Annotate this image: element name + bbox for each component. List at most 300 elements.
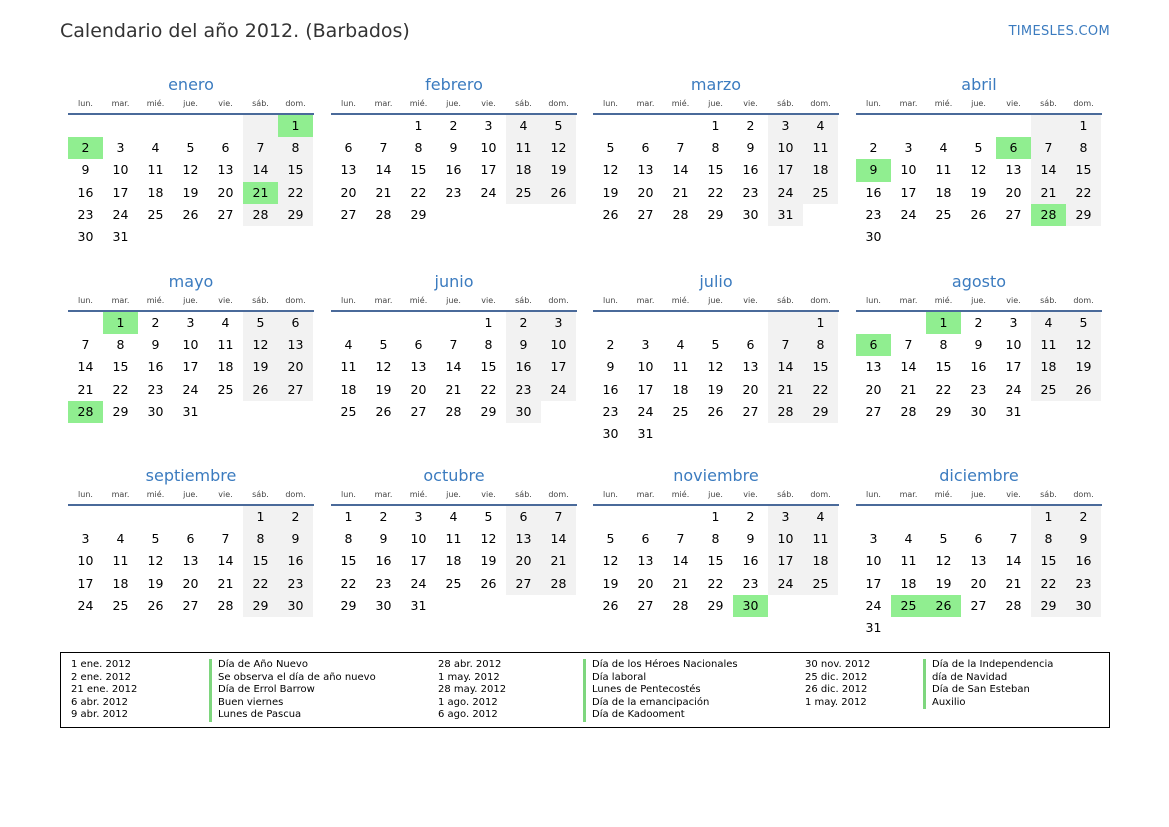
day-cell: 16 bbox=[375, 553, 392, 569]
empty-cell bbox=[243, 115, 278, 137]
month-marzo bbox=[593, 74, 839, 226]
week-row bbox=[856, 528, 1102, 550]
day-cell: 31 bbox=[1005, 403, 1022, 419]
day-cell: 19 bbox=[147, 575, 164, 591]
weekday-label: dom. bbox=[1073, 490, 1094, 499]
week-row bbox=[593, 137, 839, 159]
day-cell: 10 bbox=[768, 137, 803, 159]
week-row bbox=[856, 550, 1102, 572]
day-cell: 22 bbox=[340, 575, 357, 591]
week-row bbox=[331, 573, 577, 595]
day-cell: 2 bbox=[606, 337, 615, 353]
week-row bbox=[856, 312, 1102, 334]
day-cell: 15 bbox=[707, 553, 724, 569]
empty-cell bbox=[243, 401, 278, 423]
weekday-label: jue. bbox=[971, 99, 986, 108]
day-cell: 30 bbox=[970, 403, 987, 419]
day-cell: 19 bbox=[243, 356, 278, 378]
day-cell: 23 bbox=[506, 379, 541, 401]
empty-cell bbox=[628, 312, 663, 334]
day-cell: 16 bbox=[445, 162, 462, 178]
day-cell: 2 bbox=[746, 509, 755, 524]
empty-cell bbox=[593, 312, 628, 334]
day-cell: 8 bbox=[116, 337, 125, 353]
weekday-label: sáb. bbox=[777, 490, 794, 499]
week-row bbox=[331, 204, 577, 226]
day-cell: 23 bbox=[445, 184, 462, 200]
day-cell: 5 bbox=[606, 140, 615, 156]
day-cell: 8 bbox=[711, 140, 720, 156]
day-cell: 4 bbox=[1031, 312, 1066, 334]
day-cell: 28 bbox=[672, 597, 689, 613]
day-cell: 23 bbox=[375, 575, 392, 591]
day-cell: 13 bbox=[340, 162, 357, 178]
day-cell: 2 bbox=[974, 315, 983, 330]
day-cell: 2 bbox=[151, 315, 160, 330]
day-cell: 12 bbox=[602, 162, 619, 178]
weekday-label: mar. bbox=[111, 99, 130, 108]
day-cell: 7 bbox=[81, 337, 90, 353]
day-cell: 17 bbox=[900, 184, 917, 200]
month-name: diciembre bbox=[939, 466, 1019, 485]
day-cell: 3 bbox=[484, 118, 493, 133]
day-cell: 13 bbox=[970, 553, 987, 569]
day-cell: 29 bbox=[1031, 595, 1066, 617]
day-cell: 5 bbox=[939, 531, 948, 547]
day-cell: 17 bbox=[768, 550, 803, 572]
day-cell: 26 bbox=[707, 403, 724, 419]
week-row bbox=[68, 595, 314, 617]
day-cell: 27 bbox=[865, 403, 882, 419]
day-cell: 23 bbox=[865, 206, 882, 222]
weekday-label: jue. bbox=[708, 296, 723, 305]
month-diciembre bbox=[856, 465, 1102, 639]
day-cell: 9 bbox=[379, 531, 388, 547]
day-cell: 19 bbox=[602, 575, 619, 591]
week-row bbox=[593, 401, 839, 423]
legend-date: 2 ene. 2012 bbox=[71, 671, 131, 683]
day-cell: 20 bbox=[637, 184, 654, 200]
week-row bbox=[856, 182, 1102, 204]
day-cell: 27 bbox=[182, 597, 199, 613]
day-cell: 7 bbox=[1009, 531, 1018, 547]
empty-cell bbox=[138, 226, 173, 248]
weekday-label: sáb. bbox=[1040, 490, 1057, 499]
empty-cell bbox=[926, 115, 961, 137]
weekday-label: dom. bbox=[548, 296, 569, 305]
day-cell: 28 bbox=[541, 573, 576, 595]
week-row bbox=[593, 550, 839, 572]
week-row bbox=[856, 595, 1102, 617]
weekday-label: sáb. bbox=[252, 296, 269, 305]
empty-cell bbox=[208, 401, 243, 423]
day-cell: 14 bbox=[672, 553, 689, 569]
weekday-label: mié. bbox=[146, 99, 165, 108]
day-cell: 9 bbox=[1066, 528, 1101, 550]
week-row bbox=[68, 550, 314, 572]
day-cell: 5 bbox=[243, 312, 278, 334]
day-cell: 29 bbox=[278, 204, 313, 226]
day-cell: 7 bbox=[676, 531, 685, 547]
day-cell: 26 bbox=[182, 206, 199, 222]
day-cell: 31 bbox=[768, 204, 803, 226]
weekday-label: dom. bbox=[285, 99, 306, 108]
day-cell: 16 bbox=[278, 550, 313, 572]
weekday-label: mié. bbox=[146, 490, 165, 499]
day-cell: 30 bbox=[865, 228, 882, 244]
day-cell: 13 bbox=[217, 162, 234, 178]
day-cell: 23 bbox=[278, 573, 313, 595]
holiday-day-cell: 1 bbox=[103, 312, 138, 334]
day-cell: 20 bbox=[506, 550, 541, 572]
empty-cell bbox=[436, 595, 471, 617]
empty-cell bbox=[663, 423, 698, 445]
day-cell: 1 bbox=[711, 509, 720, 524]
day-cell: 21 bbox=[77, 381, 94, 397]
day-cell: 26 bbox=[480, 575, 497, 591]
day-cell: 24 bbox=[865, 597, 882, 613]
day-cell: 30 bbox=[742, 206, 759, 222]
day-cell: 17 bbox=[541, 356, 576, 378]
day-cell: 8 bbox=[939, 337, 948, 353]
weekday-label: lun. bbox=[866, 99, 881, 108]
empty-cell bbox=[926, 226, 961, 248]
day-cell: 13 bbox=[1005, 162, 1022, 178]
legend-date: 28 abr. 2012 bbox=[438, 659, 502, 670]
day-cell: 2 bbox=[278, 506, 313, 528]
day-cell: 21 bbox=[375, 184, 392, 200]
day-cell: 15 bbox=[803, 356, 838, 378]
day-cell: 5 bbox=[711, 337, 720, 353]
empty-cell bbox=[891, 312, 926, 334]
weekday-label: dom. bbox=[1073, 99, 1094, 108]
day-cell: 21 bbox=[1005, 575, 1022, 591]
day-cell: 10 bbox=[865, 553, 882, 569]
day-cell: 11 bbox=[935, 162, 952, 178]
weekday-label: mié. bbox=[409, 490, 428, 499]
weekday-label: vie. bbox=[481, 490, 496, 499]
empty-cell bbox=[663, 312, 698, 334]
empty-cell bbox=[926, 617, 961, 639]
legend-date: 6 ago. 2012 bbox=[438, 709, 498, 721]
holiday-day-cell: 6 bbox=[856, 334, 891, 356]
legend-date: 25 dic. 2012 bbox=[805, 671, 868, 683]
day-cell: 15 bbox=[243, 550, 278, 572]
legend-date: 1 may. 2012 bbox=[438, 671, 500, 683]
day-cell: 10 bbox=[1005, 337, 1022, 353]
holiday-day-cell: 30 bbox=[733, 595, 768, 617]
day-cell: 18 bbox=[112, 575, 129, 591]
day-cell: 3 bbox=[116, 140, 125, 156]
empty-cell bbox=[278, 226, 313, 248]
empty-cell bbox=[541, 595, 576, 617]
day-cell: 25 bbox=[445, 575, 462, 591]
day-cell: 12 bbox=[182, 162, 199, 178]
day-cell: 19 bbox=[480, 553, 497, 569]
week-row bbox=[68, 159, 314, 181]
day-cell: 1 bbox=[1066, 115, 1101, 137]
day-cell: 27 bbox=[217, 206, 234, 222]
weekday-label: vie. bbox=[1006, 296, 1021, 305]
day-cell: 24 bbox=[182, 381, 199, 397]
day-cell: 22 bbox=[278, 182, 313, 204]
day-cell: 23 bbox=[970, 381, 987, 397]
weekday-label: mar. bbox=[374, 490, 393, 499]
day-cell: 9 bbox=[81, 162, 90, 178]
empty-cell bbox=[961, 115, 996, 137]
day-cell: 8 bbox=[711, 531, 720, 547]
weekday-label: sáb. bbox=[515, 99, 532, 108]
day-cell: 27 bbox=[410, 403, 427, 419]
empty-cell bbox=[768, 423, 803, 445]
weekday-label: mar. bbox=[636, 99, 655, 108]
weekday-label: dom. bbox=[1073, 296, 1094, 305]
weekday-label: sáb. bbox=[252, 490, 269, 499]
day-cell: 20 bbox=[182, 575, 199, 591]
holiday-day-cell: 25 bbox=[891, 595, 926, 617]
week-row bbox=[68, 182, 314, 204]
day-cell: 11 bbox=[340, 359, 357, 375]
empty-cell bbox=[996, 226, 1031, 248]
day-cell: 14 bbox=[217, 553, 234, 569]
weekday-label: mar. bbox=[374, 99, 393, 108]
day-cell: 16 bbox=[865, 184, 882, 200]
holiday-day-cell: 1 bbox=[926, 312, 961, 334]
day-cell: 24 bbox=[480, 184, 497, 200]
day-cell: 30 bbox=[1066, 595, 1101, 617]
day-cell: 20 bbox=[865, 381, 882, 397]
day-cell: 13 bbox=[865, 359, 882, 375]
day-cell: 17 bbox=[768, 159, 803, 181]
day-cell: 6 bbox=[221, 140, 230, 156]
day-cell: 18 bbox=[445, 553, 462, 569]
day-cell: 27 bbox=[1005, 206, 1022, 222]
month-name: enero bbox=[168, 75, 214, 94]
week-row bbox=[331, 115, 577, 137]
day-cell: 9 bbox=[746, 140, 755, 156]
weekday-header bbox=[856, 488, 1102, 506]
week-row bbox=[593, 204, 839, 226]
holiday-day-cell: 6 bbox=[996, 137, 1031, 159]
legend-holiday-name: Día de San Esteban bbox=[923, 684, 1030, 697]
weekday-label: sáb. bbox=[1040, 99, 1057, 108]
empty-cell bbox=[436, 204, 471, 226]
day-cell: 11 bbox=[803, 528, 838, 550]
day-cell: 13 bbox=[506, 528, 541, 550]
empty-cell bbox=[208, 226, 243, 248]
day-cell: 13 bbox=[410, 359, 427, 375]
weekday-header bbox=[331, 97, 577, 115]
week-row bbox=[856, 159, 1102, 181]
legend-holiday-name: Día de Errol Barrow bbox=[209, 684, 315, 697]
day-cell: 18 bbox=[803, 159, 838, 181]
week-row bbox=[593, 334, 839, 356]
weekday-label: vie. bbox=[481, 99, 496, 108]
empty-cell bbox=[331, 312, 366, 334]
day-cell: 10 bbox=[541, 334, 576, 356]
day-cell: 21 bbox=[217, 575, 234, 591]
empty-cell bbox=[996, 617, 1031, 639]
day-cell: 25 bbox=[1031, 379, 1066, 401]
day-cell: 8 bbox=[1066, 137, 1101, 159]
day-cell: 8 bbox=[1031, 528, 1066, 550]
day-cell: 30 bbox=[77, 228, 94, 244]
month-name: junio bbox=[434, 272, 474, 291]
empty-cell bbox=[278, 401, 313, 423]
day-cell: 29 bbox=[803, 401, 838, 423]
weekday-label: dom. bbox=[285, 490, 306, 499]
empty-cell bbox=[506, 595, 541, 617]
day-cell: 10 bbox=[182, 337, 199, 353]
month-name: julio bbox=[699, 272, 733, 291]
day-cell: 25 bbox=[803, 182, 838, 204]
legend-holiday-name: Día de los Héroes Nacionales bbox=[583, 659, 738, 672]
day-cell: 9 bbox=[151, 337, 160, 353]
day-cell: 2 bbox=[1066, 506, 1101, 528]
week-row bbox=[593, 115, 839, 137]
weekday-header bbox=[68, 294, 314, 312]
day-cell: 26 bbox=[1066, 379, 1101, 401]
day-cell: 3 bbox=[414, 509, 423, 524]
day-cell: 12 bbox=[375, 359, 392, 375]
day-cell: 3 bbox=[869, 531, 878, 547]
day-cell: 23 bbox=[602, 403, 619, 419]
day-cell: 11 bbox=[803, 137, 838, 159]
empty-cell bbox=[366, 115, 401, 137]
day-cell: 21 bbox=[672, 184, 689, 200]
day-cell: 16 bbox=[742, 553, 759, 569]
day-cell: 12 bbox=[480, 531, 497, 547]
day-cell: 22 bbox=[1031, 573, 1066, 595]
day-cell: 9 bbox=[606, 359, 615, 375]
legend-holiday-name: Se observa el día de año nuevo bbox=[209, 672, 376, 685]
day-cell: 17 bbox=[1005, 359, 1022, 375]
day-cell: 24 bbox=[900, 206, 917, 222]
month-name: octubre bbox=[423, 466, 485, 485]
empty-cell bbox=[138, 506, 173, 528]
empty-cell bbox=[593, 506, 628, 528]
day-cell: 17 bbox=[637, 381, 654, 397]
weekday-label: lun. bbox=[78, 296, 93, 305]
day-cell: 11 bbox=[900, 553, 917, 569]
day-cell: 15 bbox=[707, 162, 724, 178]
day-cell: 11 bbox=[506, 137, 541, 159]
day-cell: 19 bbox=[182, 184, 199, 200]
weekday-header bbox=[856, 97, 1102, 115]
holiday-day-cell: 28 bbox=[68, 401, 103, 423]
week-row bbox=[68, 226, 314, 248]
legend-holiday-name: Buen viernes bbox=[209, 697, 283, 710]
day-cell: 16 bbox=[506, 356, 541, 378]
holiday-day-cell: 21 bbox=[243, 182, 278, 204]
day-cell: 3 bbox=[1009, 315, 1018, 330]
day-cell: 22 bbox=[803, 379, 838, 401]
day-cell: 6 bbox=[344, 140, 353, 156]
month-name: abril bbox=[961, 75, 997, 94]
day-cell: 8 bbox=[484, 337, 493, 353]
day-cell: 24 bbox=[77, 597, 94, 613]
day-cell: 17 bbox=[865, 575, 882, 591]
weekday-header bbox=[68, 97, 314, 115]
day-cell: 8 bbox=[803, 334, 838, 356]
day-cell: 4 bbox=[904, 531, 913, 547]
day-cell: 5 bbox=[541, 115, 576, 137]
day-cell: 23 bbox=[77, 206, 94, 222]
day-cell: 28 bbox=[445, 403, 462, 419]
holiday-day-cell: 2 bbox=[68, 137, 103, 159]
day-cell: 28 bbox=[375, 206, 392, 222]
day-cell: 19 bbox=[541, 159, 576, 181]
brand-link[interactable]: TIMESLES.COM bbox=[1008, 24, 1110, 39]
day-cell: 22 bbox=[112, 381, 129, 397]
empty-cell bbox=[331, 115, 366, 137]
week-row bbox=[593, 423, 839, 445]
day-cell: 26 bbox=[375, 403, 392, 419]
weekday-header bbox=[856, 294, 1102, 312]
holiday-day-cell: 26 bbox=[926, 595, 961, 617]
empty-cell bbox=[698, 423, 733, 445]
day-cell: 7 bbox=[379, 140, 388, 156]
day-cell: 17 bbox=[112, 184, 129, 200]
weekday-label: dom. bbox=[548, 99, 569, 108]
weekday-label: vie. bbox=[743, 99, 758, 108]
day-cell: 21 bbox=[445, 381, 462, 397]
day-cell: 14 bbox=[1031, 159, 1066, 181]
week-row bbox=[68, 401, 314, 423]
day-cell: 14 bbox=[900, 359, 917, 375]
week-row bbox=[331, 312, 577, 334]
day-cell: 6 bbox=[506, 506, 541, 528]
legend-date: 28 may. 2012 bbox=[438, 684, 507, 696]
empty-cell bbox=[926, 506, 961, 528]
empty-cell bbox=[541, 401, 576, 423]
empty-cell bbox=[996, 506, 1031, 528]
weekday-header bbox=[593, 488, 839, 506]
day-cell: 5 bbox=[1066, 312, 1101, 334]
day-cell: 27 bbox=[970, 597, 987, 613]
weekday-label: lun. bbox=[78, 99, 93, 108]
day-cell: 5 bbox=[379, 337, 388, 353]
day-cell: 20 bbox=[1005, 184, 1022, 200]
day-cell: 29 bbox=[480, 403, 497, 419]
day-cell: 24 bbox=[768, 182, 803, 204]
weekday-label: mié. bbox=[934, 490, 953, 499]
day-cell: 28 bbox=[217, 597, 234, 613]
day-cell: 1 bbox=[414, 118, 423, 133]
day-cell: 4 bbox=[676, 337, 685, 353]
day-cell: 14 bbox=[243, 159, 278, 181]
legend-date: 9 abr. 2012 bbox=[71, 709, 129, 721]
empty-cell bbox=[961, 506, 996, 528]
day-cell: 17 bbox=[77, 575, 94, 591]
weekday-label: mié. bbox=[671, 296, 690, 305]
day-cell: 31 bbox=[637, 425, 654, 441]
weekday-label: lun. bbox=[603, 99, 618, 108]
day-cell: 1 bbox=[1031, 506, 1066, 528]
day-cell: 19 bbox=[602, 184, 619, 200]
empty-cell bbox=[891, 506, 926, 528]
empty-cell bbox=[208, 115, 243, 137]
weekday-header bbox=[593, 97, 839, 115]
day-cell: 30 bbox=[375, 597, 392, 613]
day-cell: 7 bbox=[768, 334, 803, 356]
legend-holiday-name: Día de Kadooment bbox=[583, 709, 685, 722]
month-name: febrero bbox=[425, 75, 483, 94]
day-cell: 3 bbox=[81, 531, 90, 547]
day-cell: 1 bbox=[711, 118, 720, 133]
day-cell: 7 bbox=[904, 337, 913, 353]
day-cell: 7 bbox=[1031, 137, 1066, 159]
